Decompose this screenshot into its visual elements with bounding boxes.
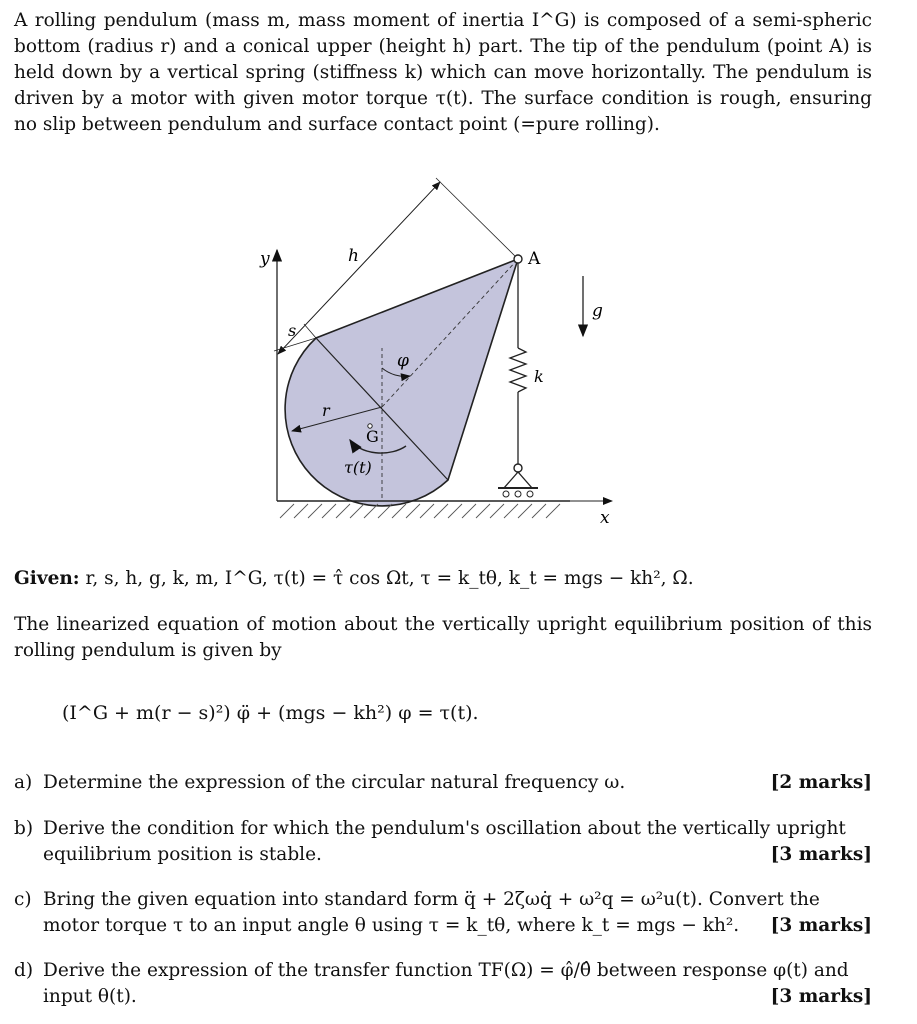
y-axis-label: y (260, 249, 270, 269)
r-label: r (322, 401, 330, 420)
question-label: a) (14, 772, 33, 793)
g-label: g (592, 301, 603, 321)
question-c: c) Bring the given equation into standard form q̈ + 2ζωq̇ + ω²q = ω²u(t). Convert the motor torque τ to an input angle θ using τ = k_tθ, where k_t = mgs − kh². [3 marks] (14, 889, 872, 936)
rolling-pendulum-figure (240, 168, 640, 533)
equation-of-motion: (I^G + m(r − s)²) φ̈ + (mgs − kh²) φ = τ(t). (62, 702, 479, 724)
question-marks: 3 marks (779, 986, 864, 1007)
linearized-intro: The linearized equation of motion about the vertically upright equilibrium position of this rolling pendulum is given by (14, 614, 872, 661)
question-b: b) Derive the condition for which the pendulum's oscillation about the vertically upright equilibrium position is stable. [3 marks] (14, 818, 872, 865)
ground-hatch (280, 504, 560, 518)
k-label: k (534, 367, 544, 386)
A-label: A (528, 249, 541, 269)
question-a: a) [2 marks] Determine the expression of the circular natural frequency ω. (14, 770, 872, 796)
question-text: Derive the expression of the transfer function TF(Ω) = φ̂/θ̂ between response φ(t) and input θ(t). (43, 960, 849, 1007)
question-marks: 2 marks (779, 772, 864, 793)
spring (510, 263, 526, 464)
given-text: r, s, h, g, k, m, I^G, τ(t) = τ̂ cos Ωt, τ = k_tθ, k_t = mgs − kh², Ω. (85, 568, 694, 589)
G-label: G (366, 427, 379, 446)
pendulum-body (285, 259, 518, 506)
given-line (14, 566, 694, 592)
s-label: s (288, 321, 297, 340)
tau-label: τ(t) (344, 458, 372, 477)
question-label: d) (14, 960, 34, 981)
question-marks: 3 marks (779, 915, 864, 936)
question-label: b) (14, 818, 34, 839)
question-text: Derive the condition for which the pendulum's oscillation about the vertically upright equilibrium position is stable. (43, 818, 846, 865)
question-text: Determine the expression of the circular natural frequency ω. (43, 772, 626, 793)
question-text: Bring the given equation into standard form q̈ + 2ζωq̇ + ω²q = ω²u(t). Convert the motor torque τ to an input angle θ using τ = k_tθ, where k_t = mgs − kh². (43, 889, 820, 936)
point-A (514, 255, 522, 263)
h-label: h (348, 246, 359, 266)
x-axis-label: x (600, 508, 610, 528)
given-label: Given: (14, 568, 80, 589)
spring-support-pin (514, 464, 522, 472)
question-label: c) (14, 889, 32, 910)
intro-paragraph: A rolling pendulum (mass m, mass moment of inertia I^G) is composed of a semi-spheric bottom (radius r) and a conical upper (height h) part. The tip of the pendulum (point A) is held down by a vertical spring (stiffness k) which can move horizontally. The pendulum is driven by a motor with given motor torque τ(t). The surface condition is rough, ensuring no slip between pendulum and surface contact point (=pure rolling). (14, 10, 872, 135)
phi-label: φ (397, 351, 409, 371)
question-marks: 3 marks (779, 844, 864, 865)
question-d: d) Derive the expression of the transfer function TF(Ω) = φ̂/θ̂ between response φ(t) and input θ(t). [3 marks] (14, 960, 872, 1007)
